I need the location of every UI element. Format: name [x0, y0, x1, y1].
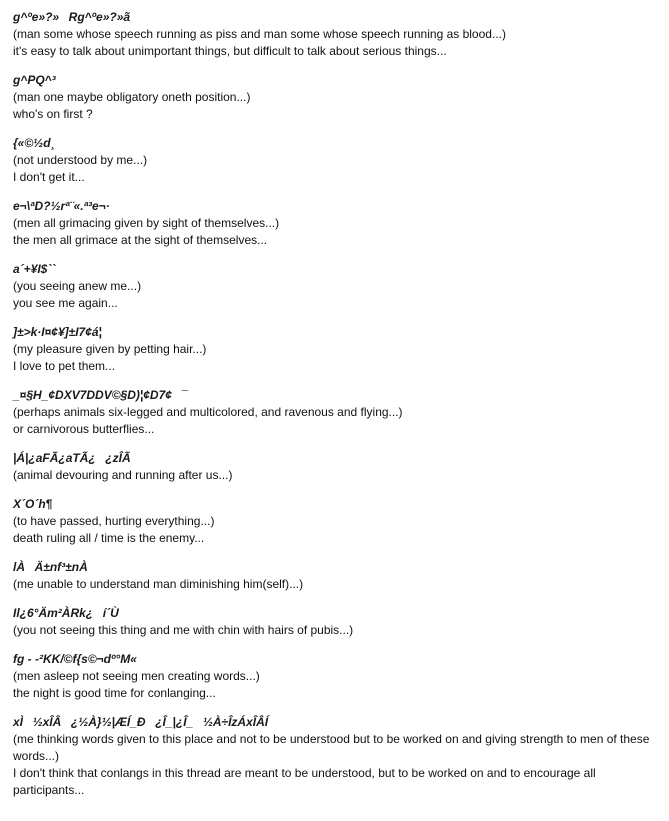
gloss-text: (men all grimacing given by sight of themselves...) [13, 216, 280, 230]
conlang-phrase: |Á|¿aFÃ¿aTÃ¿¿zÎÃ [13, 451, 131, 465]
conlang-phrase: ]±>k·I¤¢¥]±I7¢á¦ [13, 325, 102, 339]
conlang-phrase: X´O´h¶ [13, 497, 53, 511]
gloss-text: (me thinking words given to this place and not to be understood but to be worked on and giving strength to men of these words...) [13, 732, 650, 763]
gloss-text: (you not seeing this thing and me with chin with hairs of pubis...) [13, 623, 354, 637]
translation-text: who's on first ? [13, 107, 93, 121]
translation-text: death ruling all / time is the enemy... [13, 531, 205, 545]
entry-9 [13, 484, 661, 547]
entry-6 [13, 312, 661, 375]
entry-1 [13, 0, 661, 60]
entry-3 [13, 123, 661, 186]
entry-12 [13, 639, 661, 702]
conlang-phrase: xÌ½xÎÂ¿½À}½|ÆÍ_Ð¿Î_|¿Î_½À÷ÎzÁxÎÂÍ [13, 715, 269, 729]
gloss-text: (perhaps animals six-legged and multicolored, and ravenous and flying...) [13, 405, 403, 419]
translation-text: I love to pet them... [13, 359, 116, 373]
conlang-phrase: fg - -²KK/©f{s©¬dº°M« [13, 652, 137, 666]
conlang-phrase: g^PQ^³ [13, 73, 56, 87]
gloss-text: (my pleasure given by petting hair...) [13, 342, 207, 356]
gloss-text: (to have passed, hurting everything...) [13, 514, 215, 528]
conlang-phrase: _¤§H_¢DXV7DDV©§D)¦¢D7¢¯ [13, 388, 189, 402]
translation-text: it's easy to talk about unimportant things, but difficult to talk about serious things... [13, 44, 447, 58]
conlang-phrase: a´+¥I$`` [13, 262, 56, 276]
conlang-phrase: g^ºe»?»Rg^ºe»?»ã [13, 10, 131, 24]
gloss-text: (men asleep not seeing men creating words...) [13, 669, 260, 683]
entry-4 [13, 186, 661, 249]
conlang-phrase: lÀÄ±nf³±nÀ [13, 560, 88, 574]
conlang-phrase: e¬\ªD?½rª¨«.ª³e¬· [13, 199, 110, 213]
entry-7 [13, 375, 661, 438]
entry-13 [13, 702, 661, 799]
conlang-phrase: Il¿6°Äm²ÀRk¿í´Ù [13, 606, 119, 620]
translation-text: I don't get it... [13, 170, 85, 184]
translation-text: or carnivorous butterflies... [13, 422, 155, 436]
entry-10 [13, 547, 661, 593]
translation-text: the night is good time for conlanging... [13, 686, 216, 700]
translation-text: I don't think that conlangs in this thread are meant to be understood, but to be worked on and to encourage all participants... [13, 766, 596, 797]
entry-2 [13, 60, 661, 123]
entry-5 [13, 249, 661, 312]
translation-text: the men all grimace at the sight of themselves... [13, 233, 268, 247]
gloss-text: (you seeing anew me...) [13, 279, 142, 293]
entry-8 [13, 438, 661, 484]
translation-text: you see me again... [13, 296, 118, 310]
entry-11 [13, 593, 661, 639]
gloss-text: (man some whose speech running as piss and man some whose speech running as blood...) [13, 27, 506, 41]
conlang-phrase: {«©½d¸ [13, 136, 55, 150]
gloss-text: (animal devouring and running after us...) [13, 468, 233, 482]
gloss-text: (man one maybe obligatory oneth position...) [13, 90, 251, 104]
gloss-text: (not understood by me...) [13, 153, 148, 167]
gloss-text: (me unable to understand man diminishing him(self)...) [13, 577, 304, 591]
